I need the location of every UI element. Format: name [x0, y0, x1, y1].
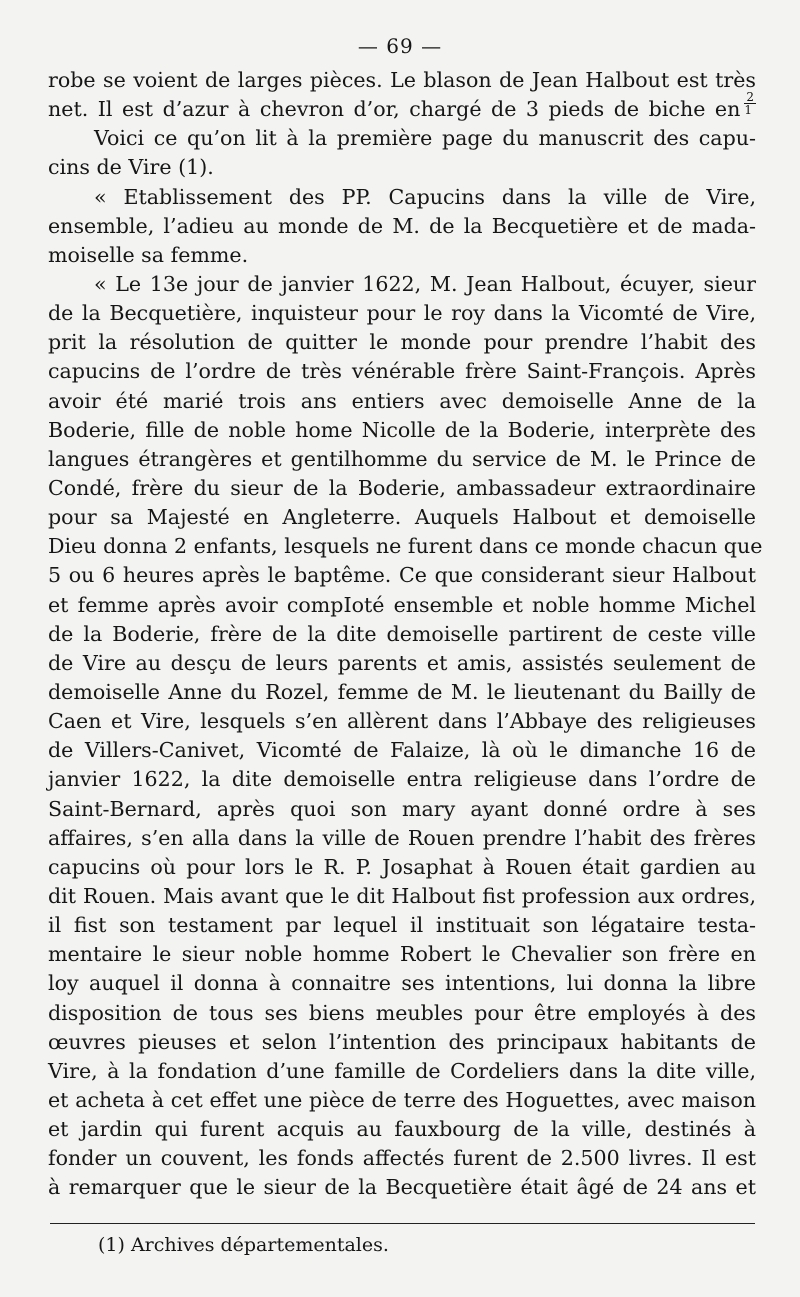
text-line: moiselle sa femme.: [48, 242, 249, 267]
text-line: janvier 1622, la dite demoiselle entra religieuse dans l’ordre de: [48, 767, 756, 792]
text-line: ensemble, l’adieu au monde de M. de la Becquetière et de mada-: [48, 213, 756, 238]
text-line: prit la résolution de quitter le monde pour prendre l’habit des: [48, 330, 756, 355]
text-line: disposition de tous ses biens meubles pour être employés à des: [48, 1000, 756, 1025]
body-text: [48, 66, 763, 1202]
footnote: (1) Archives départementales.: [98, 1234, 389, 1256]
text-line: avoir été marié trois ans entiers avec demoiselle Anne de la: [48, 388, 756, 413]
text-line: Caen et Vire, lesquels s’en allèrent dans l’Abbaye des religieuses: [48, 709, 756, 734]
text-line: loy auquel il donna à connaitre ses intentions, lui donna la libre: [48, 971, 756, 996]
text-line: Dieu donna 2 enfants, lesquels ne furent dans ce monde chacun que: [48, 534, 763, 559]
fraction: [744, 91, 756, 116]
footnote-divider: [50, 1223, 755, 1224]
text-line: et femme après avoir compIoté ensemble et noble homme Michel: [48, 592, 756, 617]
text-line-with-fraction: [48, 90, 756, 124]
text-line: dit Rouen. Mais avant que le dit Halbout fist profession aux ordres,: [48, 883, 756, 908]
text-line: capucins où pour lors le R. P. Josaphat à Rouen était gardien au: [48, 854, 756, 879]
text-line: et jardin qui furent acquis au fauxbourg de la ville, destinés à: [48, 1117, 756, 1142]
text-line: cins de Vire (1).: [48, 155, 214, 180]
text-line: Condé, frère du sieur de la Boderie, ambassadeur extraordinaire: [48, 475, 756, 500]
page-number: — 69 —: [357, 34, 443, 58]
text-line: Voici ce qu’on lit à la première page du manuscrit des capu-: [94, 126, 756, 151]
text-line: à remarquer que le sieur de la Becquetière était âgé de 24 ans et: [48, 1175, 756, 1200]
fraction-denominator: 1: [744, 103, 752, 118]
text-line: langues étrangères et gentilhomme du service de M. le Prince de: [48, 446, 756, 471]
text-line: robe se voient de larges pièces. Le blason de Jean Halbout est très: [48, 68, 756, 92]
text-line: fonder un couvent, les fonds affectés furent de 2.500 livres. Il est: [48, 1146, 756, 1171]
text-line: affaires, s’en alla dans la ville de Rouen prendre l’habit des frères: [48, 825, 756, 850]
text-line: « Le 13e jour de janvier 1622, M. Jean Halbout, écuyer, sieur: [94, 271, 756, 296]
text-line: de Villers-Canivet, Vicomté de Falaize, là où le dimanche 16 de: [48, 738, 756, 763]
text-line: 5 ou 6 heures après le baptême. Ce que considerant sieur Halbout: [48, 563, 756, 588]
text-line: de la Boderie, frère de la dite demoiselle partirent de ceste ville: [48, 621, 756, 646]
text-line: œuvres pieuses et selon l’intention des principaux habitants de: [48, 1029, 756, 1054]
text-line: capucins de l’ordre de très vénérable frère Saint-François. Après: [48, 359, 756, 384]
text-line: pour sa Majesté en Angleterre. Auquels Halbout et demoiselle: [48, 505, 756, 530]
text-line: Saint-Bernard, après quoi son mary ayant donné ordre à ses: [48, 796, 756, 821]
text-line: « Etablissement des PP. Capucins dans la ville de Vire,: [94, 184, 756, 209]
text-line: Vire, à la fondation d’une famille de Cordeliers dans la dite ville,: [48, 1058, 756, 1083]
text-line: mentaire le sieur noble homme Robert le Chevalier son frère en: [48, 942, 756, 967]
text-line: de Vire au desçu de leurs parents et amis, assistés seulement de: [48, 650, 756, 675]
text-line: il fist son testament par lequel il instituait son légataire testa-: [48, 913, 756, 938]
text-line: Boderie, fille de noble home Nicolle de la Boderie, interprète des: [48, 417, 756, 442]
text-line: de la Becquetière, inquisteur pour le roy dans la Vicomté de Vire,: [48, 301, 756, 326]
text-line: et acheta à cet effet une pièce de terre des Hoguettes, avec maison: [48, 1087, 756, 1112]
text-line: demoiselle Anne du Rozel, femme de M. le lieutenant du Bailly de: [48, 679, 756, 704]
fraction-numerator: 2: [746, 90, 754, 105]
text-line-content: net. Il est d’azur à chevron d’or, chargé de 3 pieds de biche en: [48, 97, 741, 122]
